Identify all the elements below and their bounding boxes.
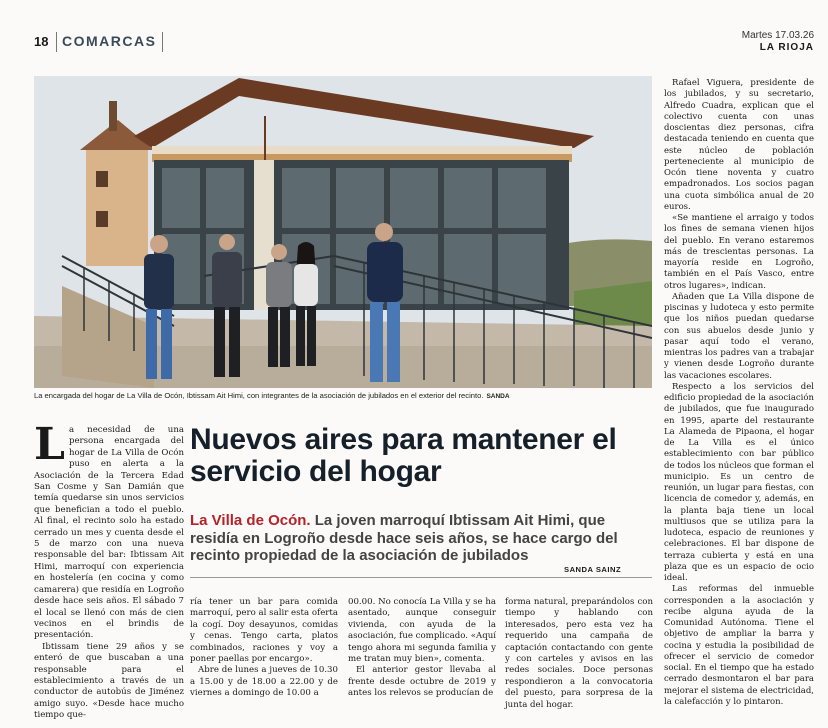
- caption-text: La encargada del hogar de La Villa de Ocón, Ibtissam Ait Himi, con integrantes de la asociación de jubilados en el exterior del recinto.: [34, 391, 484, 400]
- paragraph: Añaden que La Villa dispone de piscinas y ludoteca y esto permite que los niños puedan quedarse con sus abuelos desde junio y pasar aquí todo el verano, mientras los padres van a trabajar y vienen desde Logroño durante las vacaciones escolares.: [664, 291, 814, 381]
- article-column-2: [190, 597, 338, 700]
- drop-cap: L: [34, 419, 65, 470]
- article-column-1: [34, 419, 184, 722]
- paragraph: Las reformas del inmueble corresponden a la asociación y recibe alguna ayuda de la Comunidad Autónoma. Tiene el objetivo de ampliar la barra y cocina y estudia la posibilidad de ofrecer el servicio de comedor social. En el tiempo que ha estado cerrado desmontaron el bar para mejorar el sistema de electricidad, la calefacción y lo pintaron.: [664, 584, 814, 707]
- page-header: [34, 30, 814, 58]
- article-headline: Nuevos aires para mantener el servicio del hogar: [190, 423, 617, 488]
- photo-credit: SANDA: [486, 393, 510, 400]
- paragraph: Abre de lunes a jueves de 10.30 a 15.00 y de 18.00 a 22.00 y de viernes a domingo de 10.00 a: [190, 665, 338, 699]
- header-divider: [56, 32, 57, 52]
- article-column-3: [348, 597, 496, 700]
- paragraph: «Se mantiene el arraigo y todos los fines de semana vienen hijos del pueblo. En verano estaremos más de trescientas personas. La mayoría reside en Logroño, también en el País Vasco, entre otros lugares», indican.: [664, 213, 814, 291]
- paragraph: Rafael Viguera, presidente de los jubilados, y su secretario, Alfredo Cuadra, explican que el colectivo cuenta con unas doscientas diez personas, cifra destacada teniendo en cuenta que este núcleo de población perteneciente al municipio de Ocón tiene noventa y cuatro empadronados. Los socios pagan una cuota simbólica anual de 20 euros.: [664, 78, 814, 212]
- paragraph: El anterior gestor llevaba al frente desde octubre de 2019 y antes los relevos se producían de: [348, 665, 496, 699]
- divider: [190, 577, 652, 578]
- paragraph: [34, 419, 184, 642]
- paragraph: forma natural, preparándolos con tiempo y hablando con interesados, pero esta vez ha requerido una campaña de captación contactando con gente y con carteles y avisos en las redes sociales. Doce personas respondieron a la convocatoria del puesto, para sorpresa de la junta del hogar.: [505, 597, 653, 710]
- paragraph: 00.00. No conocía La Villa y se ha asentado, aunque conseguir vivienda, con ayuda de la asociación, fue complicado. «Aquí tengo ahora mi segunda familia y me tratan muy bien», comenta.: [348, 597, 496, 665]
- article-photo: [34, 76, 652, 388]
- subhead-place: La Villa de Ocón.: [190, 512, 311, 529]
- section-title: COMARCAS: [62, 33, 157, 49]
- newspaper-name: LA RIOJA: [759, 42, 814, 53]
- article-subhead: [190, 512, 652, 565]
- byline: SANDA SAINZ: [564, 565, 622, 574]
- page-number: 18: [34, 34, 49, 49]
- issue-date: Martes 17.03.26: [741, 30, 814, 41]
- subhead-text: La joven marroquí Ibtissam Ait Himi, que residía en Logroño desde hace seis años, se hace cargo del recinto propiedad de la asociación de jubilados: [190, 512, 618, 565]
- header-divider: [162, 32, 163, 52]
- photo-caption: [34, 391, 652, 400]
- paragraph-text: a necesidad de una persona encargada del hogar de La Villa de Ocón puso en alerta a la Asociación de la Tercera Edad San Cosme y San Damián que temía quedarse sin unos servicios que benefician a todo el pueblo. Al final, el recinto solo ha estado cerrado un mes y cuenta desde el 5 de marzo con una nueva responsable del bar: Ibtissam Ait Himi, marroquí con experiencia en hostelería (en cocina y como camarera) que residía en Logroño desde hace seis años. El sábado 7 el local se llenó con más de cien vecinos en el brindis de presentación.: [34, 425, 184, 641]
- paragraph: Respecto a los servicios del edificio propiedad de la asociación de jubilados, que fue inaugurado en 1995, aparte del restaurante La Alameda de Pipaona, el hogar de La Villa es el único establecimiento con bar público de todos los núcleos que forman el municipio. Es un centro de reunión, un lugar para fiestas, con licencia de comedor y, además, en la planta baja tiene un local multiusos que se utiliza para la ludoteca, espacio de reuniones y celebraciones. El bar dispone de terraza cubierta y está en una plaza que es un espacio de ocio ideal.: [664, 381, 814, 583]
- paragraph: Ibtissam tiene 29 años y se enteró de que buscaban a una responsable para el establecimiento a través de un conductor de autobús de Jiménez amigo suyo. «Desde hace mucho tiempo que-: [34, 641, 184, 721]
- article-column-5: [664, 78, 814, 708]
- article-column-4: [505, 597, 653, 711]
- paragraph: ría tener un bar para comida marroquí, pero al salir esta oferta la cogí. Doy desayunos, comidas y cenas. Tengo carta, platos combinados, raciones y voy a poner paellas por encargo».: [190, 597, 338, 665]
